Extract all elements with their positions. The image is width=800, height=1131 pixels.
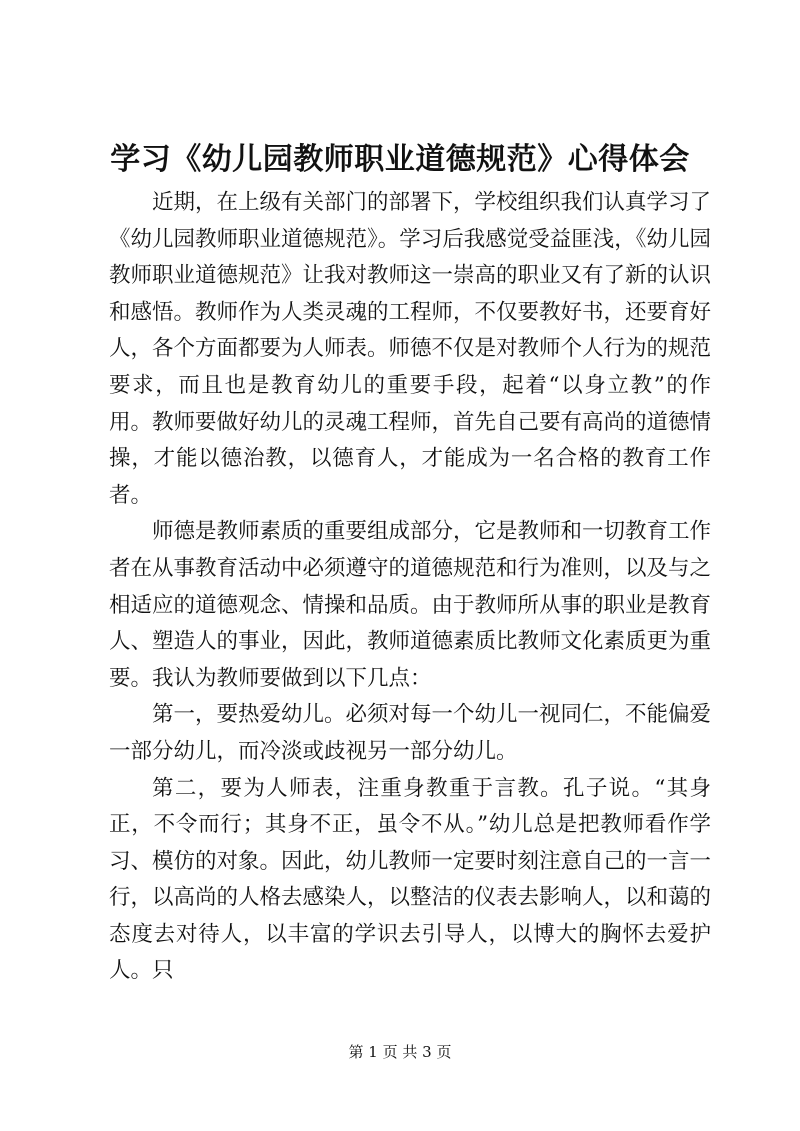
paragraph-1: 近期，在上级有关部门的部署下，学校组织我们认真学习了《幼儿园教师职业道德规范》。学习后我感觉受益匪浅，《幼儿园教师职业道德规范》让我对教师这一崇高的职业又有了新的认识和感悟。教师作为人类灵魂的工程师，不仅要教好书，还要育好人，各个方面都要为人师表。师德不仅是对教师个人行为的规范要求，而且也是教育幼儿的重要手段，起着“以身立教”的作用。教师要做好幼儿的灵魂工程师，首先自己要有高尚的道德情操，才能以德治教，以德育人，才能成为一名合格的教育工作者。 [109,190,712,508]
paragraph-2: 师德是教师素质的重要组成部分，它是教师和一切教育工作者在从事教育活动中必须遵守的道德规范和行为准则，以及与之相适应的道德观念、情操和品质。由于教师所从事的职业是教育人、塑造人的事业，因此，教师道德素质比教师文化素质更为重要。我认为教师要做到以下几点： [109,519,712,691]
page-title: 学习《幼儿园教师职业道德规范》心得体会 [110,142,690,177]
page-number-footer: 第 1 页 共 3 页 [348,1043,452,1061]
document-body [109,185,711,990]
paragraph-3: 第一，要热爱幼儿。必须对每一个幼儿一视同仁，不能偏爱一部分幼儿，而冷淡或歧视另一部分幼儿。 [109,702,712,764]
paragraph-4: 第二，要为人师表，注重身教重于言教。孔子说。“其身正，不令而行；其身不正，虽令不从。”幼儿总是把教师看作学习、模仿的对象。因此，幼儿教师一定要时刻注意自己的一言一行，以高尚的人格去感染人，以整洁的仪表去影响人，以和蔼的态度去对待人，以丰富的学识去引导人，以博大的胸怀去爱护人。只 [109,775,712,984]
